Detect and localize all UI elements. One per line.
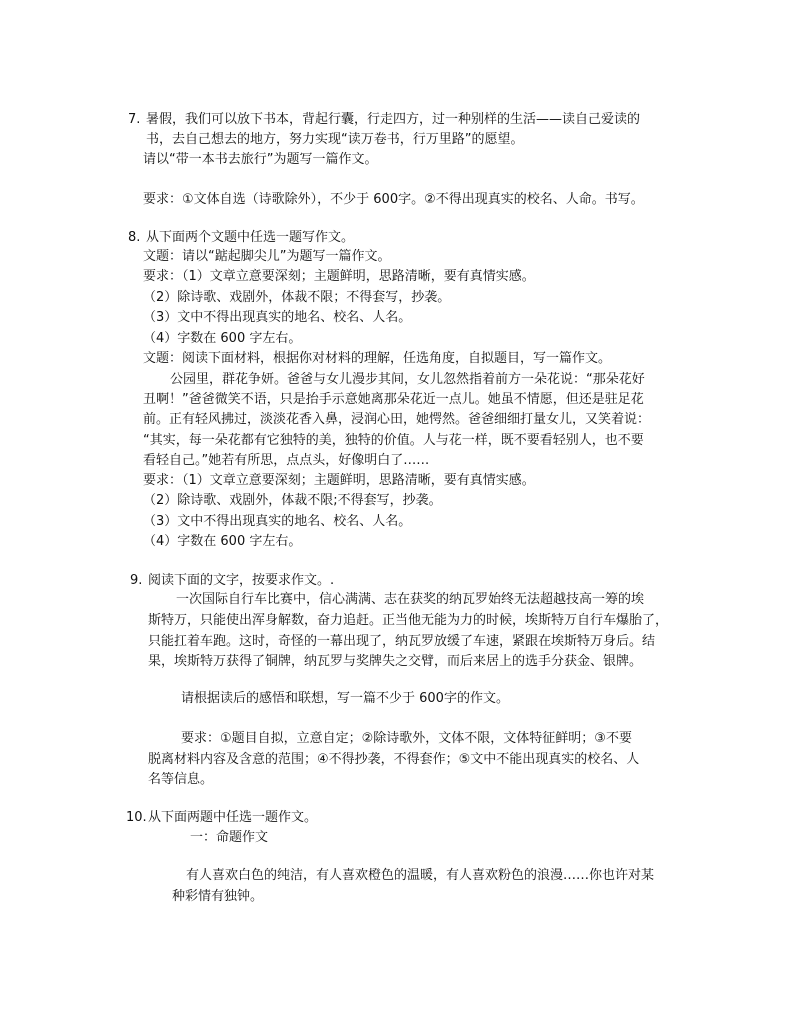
q10-material-line-2: 种彩情有独钟。 (172, 889, 264, 904)
q8-topic1-req-3: （3）文中不得出现真实的地名、校名、人名。 (143, 310, 412, 325)
q8-material-line-1: 公园里，群花争妍。爸爸与女儿漫步其间，女儿忽然指着前方一朵花说：“那朵花好 (170, 372, 645, 387)
q9-material-line-3: 只能扛着车跑。这时，奇怪的一幕出现了，纳瓦罗放缓了车速，紧跟在埃斯特万身后。结 (148, 634, 656, 649)
q8-material-line-5: 看轻自己。”她若有所思，点点头，好像明白了…… (143, 453, 430, 468)
q8-material-line-2: 丑啊！”爸爸微笑不语，只是抬手示意她离那朵花近一点儿。她虽不情愿，但还是驻足花 (143, 392, 644, 407)
q8-number: 8. (128, 230, 141, 245)
q8-topic1-req-4: （4）字数在 600 字左右。 (143, 331, 302, 346)
q7-line-3: 请以“带一本书去旅行”为题写一篇作文。 (143, 152, 378, 167)
q9-requirement-line-1: 要求：①题目自拟，立意自定；②除诗歌外，文体不限，文体特征鲜明；③不要 (181, 731, 632, 746)
q8-intro: 从下面两个文题中任选一题写作文。 (146, 230, 355, 245)
q8-material-line-3: 前。正有轻风拂过，淡淡花香入鼻，浸润心田，她愕然。爸爸细细打量女儿，又笑着说： (143, 412, 651, 427)
q10-subtitle-1: 一：命题作文 (190, 830, 269, 845)
q9-number: 9. (130, 573, 143, 588)
q10-number: 10. (126, 810, 147, 825)
q9-intro: 阅读下面的文字，按要求作文。. (148, 573, 335, 588)
q8-topic1-title: 文题：请以“踮起脚尖儿”为题写一篇作文。 (143, 249, 391, 264)
q8-material-line-4: “其实，每一朵花都有它独特的美，独特的价值。人与花一样，既不要看轻别人，也不要 (143, 433, 644, 448)
q8-topic1-req-2: （2）除诗歌、戏剧外，体裁不限；不得套写，抄袭。 (143, 290, 451, 305)
q10-intro: 从下面两题中任选一题作文。 (148, 810, 318, 825)
q8-topic1-req-1: 要求：（1）文章立意要深刻；主题鲜明，思路清晰，要有真情实感。 (143, 269, 535, 284)
q9-requirement-line-2: 脱离材料内容及含意的范围；④不得抄袭，不得套作；⑤文中不能出现真实的校名、人 (148, 752, 640, 767)
q7-line-1: 暑假，我们可以放下书本，背起行囊，行走四方，过一种别样的生活——读自己爱读的 (146, 112, 641, 127)
q7-number: 7. (128, 112, 141, 127)
q9-material-line-2: 斯特万，只能使出浑身解数，奋力追赶。正当他无能为力的时候，埃斯特万自行车爆胎了， (148, 613, 669, 628)
q9-prompt: 请根据读后的感悟和联想，写一篇不少于 600字的作文。 (181, 691, 509, 706)
q10-material-line-1: 有人喜欢白色的纯洁，有人喜欢橙色的温暖，有人喜欢粉色的浪漫……你也许对某 (186, 868, 655, 883)
q9-material-line-4: 果，埃斯特万获得了铜牌，纳瓦罗与奖牌失之交臂，而后来居上的选手分获金、银牌。 (148, 654, 643, 669)
q7-line-2: 书，去自己想去的地方，努力实现“读万卷书，行万里路”的愿望。 (146, 132, 524, 147)
q8-topic2-title: 文题：阅读下面材料，根据你对材料的理解，任选角度，自拟题目，写一篇作文。 (143, 351, 612, 366)
q8-topic2-req-3: （3）文中不得出现真实的地名、校名、人名。 (143, 514, 412, 529)
q7-requirement: 要求：①文体自选（诗歌除外），不少于 600字。②不得出现真实的校名、人命。书写。 (143, 192, 644, 207)
q8-topic2-req-1: 要求：（1）文章立意要深刻；主题鲜明，思路清晰，要有真情实感。 (143, 473, 535, 488)
q9-requirement-line-3: 名等信息。 (148, 772, 214, 787)
q8-topic2-req-4: （4）字数在 600 字左右。 (143, 534, 302, 549)
q9-material-line-1: 一次国际自行车比赛中，信心满满、志在获奖的纳瓦罗始终无法超越技高一筹的埃 (176, 592, 645, 607)
q8-topic2-req-2: （2）除诗歌、戏剧外，体裁不限;不得套写，抄袭。 (143, 493, 442, 508)
